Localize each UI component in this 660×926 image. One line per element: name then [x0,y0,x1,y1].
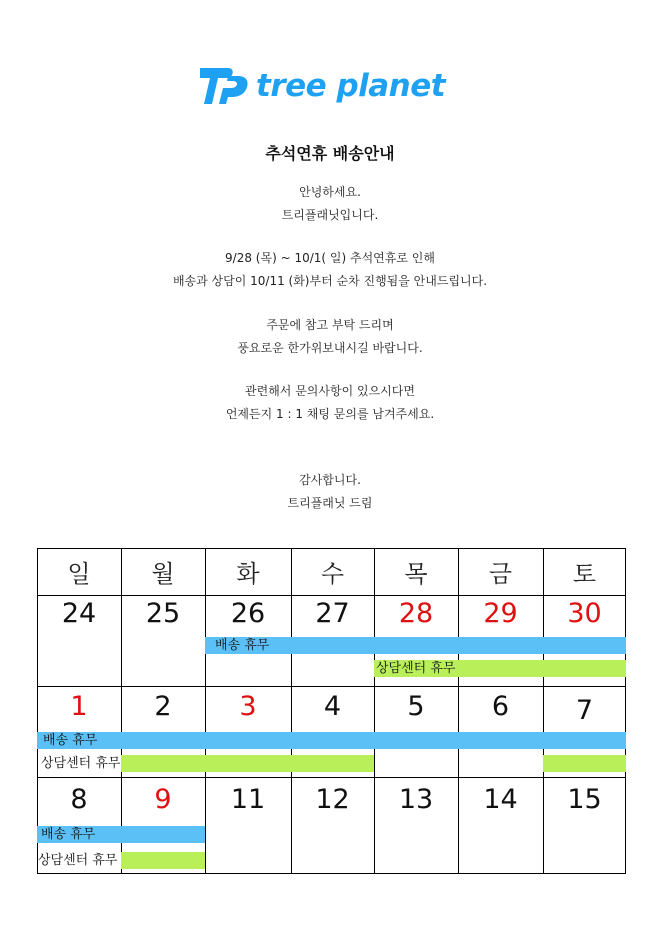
grid-line-horizontal [37,686,626,687]
text-line: 감사합니다. [299,473,361,487]
tree-planet-logo [198,64,445,108]
weekday-header: 수 [320,560,345,588]
page-title: 추석연휴 배송안내 [265,144,395,163]
text-line: 안녕하세요. [299,185,361,199]
tree-planet-logo-icon [198,66,250,106]
day-number: 7 [575,695,594,726]
text-line: 언제든지 1 : 1 채팅 문의를 남겨주세요. [225,406,435,421]
day-number: 13 [398,784,434,815]
text-line: 배송과 상담이 10/11 (화)부터 순차 진행됨을 안내드립니다. [172,273,488,288]
day-number: 30 [567,598,602,629]
text-line: 주문에 참고 부탁 드리며 [266,318,394,332]
text-line: 풍요로운 한가위보내시길 바랍니다. [237,340,423,355]
day-number: 3 [239,691,257,722]
day-number: 28 [398,598,434,629]
day-number: 11 [230,784,266,815]
closing-paragraph [0,469,660,514]
grid-line-horizontal [37,873,626,874]
day-number: 26 [230,598,266,629]
holiday-calendar [37,548,626,874]
cs-closed-label: 상담센터 휴무 [376,661,456,676]
day-number: 24 [61,598,97,629]
weekday-header: 월 [151,560,175,588]
weekday-header: 금 [488,560,513,588]
grid-line-horizontal [37,777,626,778]
weekday-header: 화 [236,560,260,588]
cs-closed-label: 상담센터 휴무 [38,853,118,868]
request-paragraph [0,314,660,359]
day-number: 6 [491,691,510,722]
cs-closed-bar [543,755,626,772]
day-number: 29 [483,598,518,629]
day-number: 15 [567,784,602,815]
weekday-header: 목 [404,560,428,588]
day-number: 2 [154,691,172,722]
day-number: 14 [483,784,518,815]
shipping-closed-bar [37,732,626,749]
weekday-header: 일 [67,560,91,588]
weekday-header: 토 [572,560,597,588]
day-number: 25 [145,598,181,629]
day-number: 8 [70,784,88,815]
text-line: 9/28 (목) ~ 10/1( 일) 추석연휴로 인해 [225,251,435,265]
contact-paragraph [0,380,660,425]
text-line: 관련해서 문의사항이 있으시다면 [245,384,415,398]
shipping-closed-label: 배송 휴무 [43,733,98,748]
day-number: 4 [323,691,342,722]
day-number: 5 [407,691,425,722]
cs-closed-label: 상담센터 휴무 [41,756,121,771]
day-number: 12 [315,784,350,815]
shipping-closed-label: 배송 휴무 [215,638,270,653]
brand-name: tree planet [256,68,446,104]
notice-paragraph [0,247,660,292]
grid-line-horizontal [37,595,626,596]
greeting-paragraph [0,181,660,226]
text-line: 트리플래닛 드림 [287,495,373,510]
day-number: 9 [154,784,172,815]
day-number: 27 [315,598,350,629]
cs-closed-bar [121,755,374,772]
text-line: 트리플래닛입니다. [281,207,379,222]
day-number: 1 [70,691,88,722]
shipping-closed-label: 배송 휴무 [41,827,96,842]
cs-closed-bar [121,852,205,869]
